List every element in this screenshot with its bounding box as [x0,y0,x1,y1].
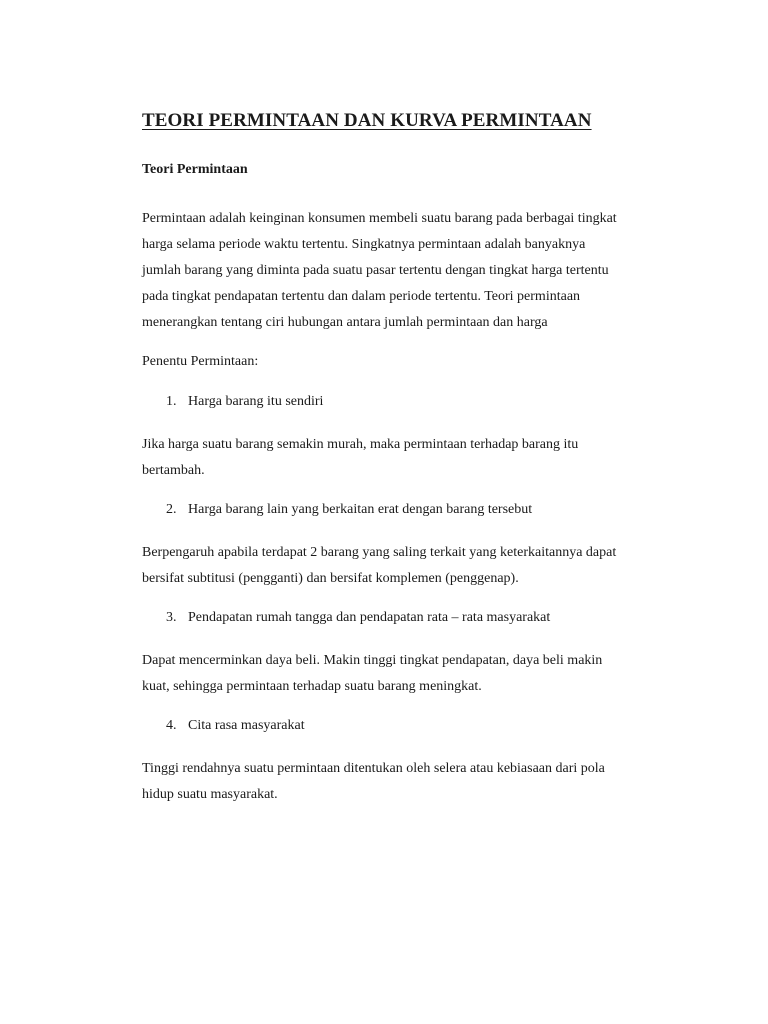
paragraph-line: bertambah. [142,463,205,478]
paragraph-line: harga selama periode waktu tertentu. Singkatnya permintaan adalah banyaknya [142,237,586,252]
paragraph-line: kuat, sehingga permintaan terhadap suatu barang meningkat. [142,679,482,694]
document-content [142,110,642,826]
list-heading: Harga barang lain yang berkaitan erat dengan barang tersebut [188,502,533,517]
intro-paragraph [142,206,642,336]
paragraph-line: Jika harga suatu barang semakin murah, maka permintaan terhadap barang itu [142,437,579,452]
list-heading: Harga barang itu sendiri [188,394,324,409]
paragraph-line: hidup suatu masyarakat. [142,787,278,802]
paragraph-line: bersifat subtitusi (pengganti) dan bersifat komplemen (penggenap). [142,571,519,586]
item-description [142,756,642,808]
item-description [142,648,642,700]
paragraph-line: Berpengaruh apabila terdapat 2 barang yang saling terkait yang keterkaitannya dapat [142,545,617,560]
list-number: 3. [166,610,177,625]
paragraph-line: pada tingkat pendapatan tertentu dan dalam periode tertentu. Teori permintaan [142,289,581,304]
list-item [142,394,642,410]
list-item [142,718,642,734]
paragraph-line: Permintaan adalah keinginan konsumen membeli suatu barang pada berbagai tingkat [142,211,617,226]
list-heading: Cita rasa masyarakat [188,718,305,733]
document-title: TEORI PERMINTAAN DAN KURVA PERMINTAAN [142,110,592,131]
list-heading: Pendapatan rumah tangga dan pendapatan rata – rata masyarakat [188,610,551,625]
list-number: 1. [166,394,177,409]
paragraph-line: jumlah barang yang diminta pada suatu pasar tertentu dengan tingkat harga tertentu [142,263,609,278]
item-description [142,540,642,592]
determinants-label: Penentu Permintaan: [142,354,259,369]
paragraph-line: Tinggi rendahnya suatu permintaan ditentukan oleh selera atau kebiasaan dari pola [142,761,605,776]
list-item [142,502,642,518]
list-item [142,610,642,626]
item-description [142,432,642,484]
paragraph-line: menerangkan tentang ciri hubungan antara jumlah permintaan dan harga [142,315,548,330]
list-number: 4. [166,718,177,733]
paragraph-line: Dapat mencerminkan daya beli. Makin tinggi tingkat pendapatan, daya beli makin [142,653,603,668]
list-number: 2. [166,502,177,517]
section-heading: Teori Permintaan [142,162,248,177]
